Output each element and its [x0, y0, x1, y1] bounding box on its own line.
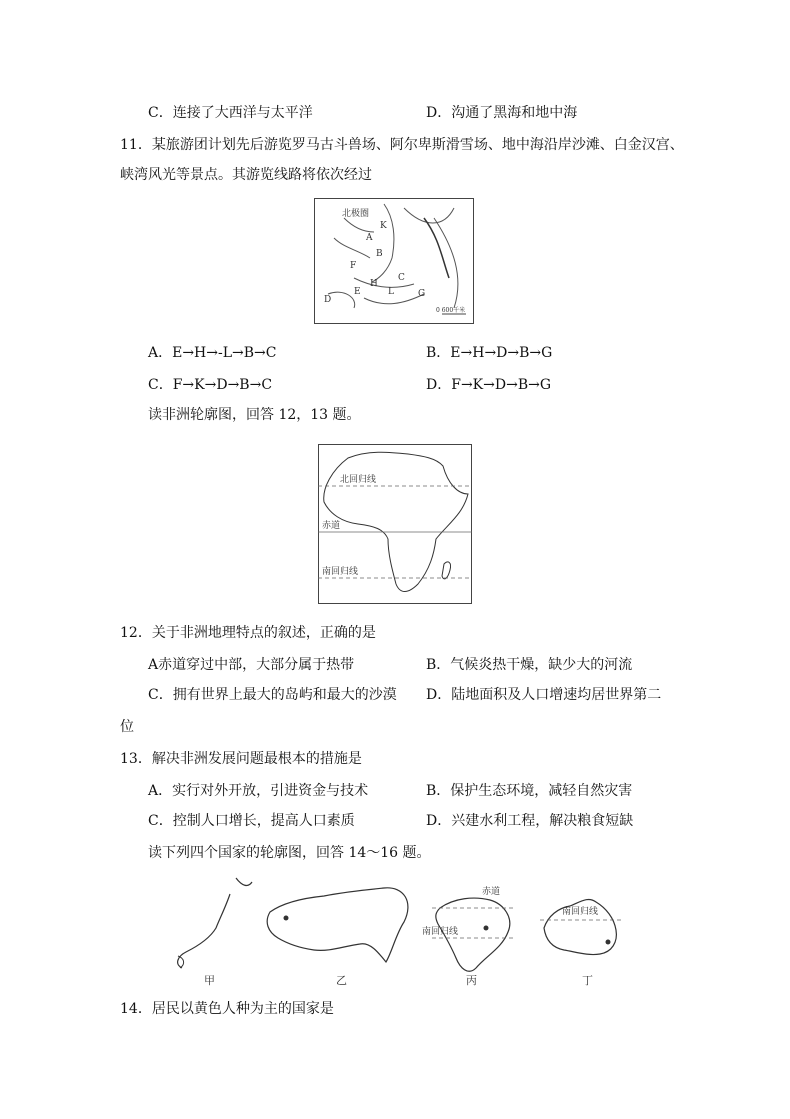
q11-stem-line1: 11．某旅游团计划先后游览罗马古斗兽场、阿尔卑斯滑雪场、地中海沿岸沙滩、白金汉宫、 — [120, 137, 684, 153]
map-scale: 0 600千米 — [436, 307, 466, 314]
map-letter-d: D — [324, 295, 332, 305]
map-letter-k: K — [380, 221, 387, 231]
country-jia-label: 甲 — [204, 974, 215, 987]
q12-option-d: D．陆地面积及人口增速均居世界第二 — [426, 687, 662, 703]
q13-option-d: D．兴建水利工程，解决粮食短缺 — [426, 813, 634, 829]
q12-option-c: C．拥有世界上最大的岛屿和最大的沙漠 — [148, 687, 397, 703]
country-ding-label: 丁 — [582, 974, 593, 987]
africa-label-north-tropic: 北回归线 — [340, 475, 377, 485]
q13-option-c: C．控制人口增长，提高人口素质 — [148, 813, 355, 829]
map-letter-a: A — [366, 233, 373, 243]
map-letter-f: F — [350, 261, 357, 271]
q13-option-a: A．实行对外开放，引进资金与技术 — [148, 783, 369, 799]
q12-option-d-wrap: 位 — [120, 719, 134, 735]
q11-option-d: D．F→K→D→B→G — [426, 377, 552, 393]
country-bing-label: 丙 — [466, 974, 477, 987]
europe-map — [314, 198, 474, 324]
intro-12-13: 读非洲轮廓图，回答 12，13 题。 — [148, 407, 361, 423]
q10-option-c: C．连接了大西洋与太平洋 — [148, 105, 313, 121]
country-yi-label: 乙 — [336, 974, 347, 987]
countries-label-south-ding: 南回归线 — [562, 907, 599, 917]
map-letter-c: C — [398, 273, 405, 283]
intro-14-16: 读下列四个国家的轮廓图，回答 14～16 题。 — [148, 845, 431, 861]
q12-option-b: B．气候炎热干燥，缺少大的河流 — [426, 657, 633, 673]
africa-map — [318, 444, 472, 604]
africa-label-south-tropic: 南回归线 — [322, 567, 359, 577]
q11-option-c: C．F→K→D→B→C — [148, 377, 273, 393]
q12-stem: 12．关于非洲地理特点的叙述，正确的是 — [120, 625, 376, 641]
map-label-arctic: 北极圈 — [342, 209, 370, 219]
q13-stem: 13．解决非洲发展问题最根本的措施是 — [120, 751, 362, 767]
q13-option-b: B．保护生态环境，减轻自然灾害 — [426, 783, 633, 799]
q12-option-a: A赤道穿过中部，大部分属于热带 — [148, 657, 355, 673]
map-letter-g: G — [418, 289, 426, 299]
q14-stem: 14．居民以黄色人种为主的国家是 — [120, 1001, 334, 1017]
countries-label-south-bing: 南回归线 — [422, 927, 459, 937]
q11-stem-line2: 峡湾风光等景点。其游览线路将依次经过 — [120, 167, 372, 183]
map-letter-h: H — [370, 279, 378, 289]
countries-map — [164, 872, 644, 988]
africa-label-equator: 赤道 — [322, 521, 341, 531]
map-letter-l: L — [388, 287, 394, 297]
countries-label-equator: 赤道 — [482, 887, 501, 897]
q11-option-a: A．E→H→-L→B→C — [148, 345, 277, 361]
map-letter-b: B — [376, 249, 383, 259]
q11-option-b: B．E→H→D→B→G — [426, 345, 553, 361]
q10-option-d: D．沟通了黑海和地中海 — [426, 105, 578, 121]
map-letter-e: E — [354, 287, 361, 297]
